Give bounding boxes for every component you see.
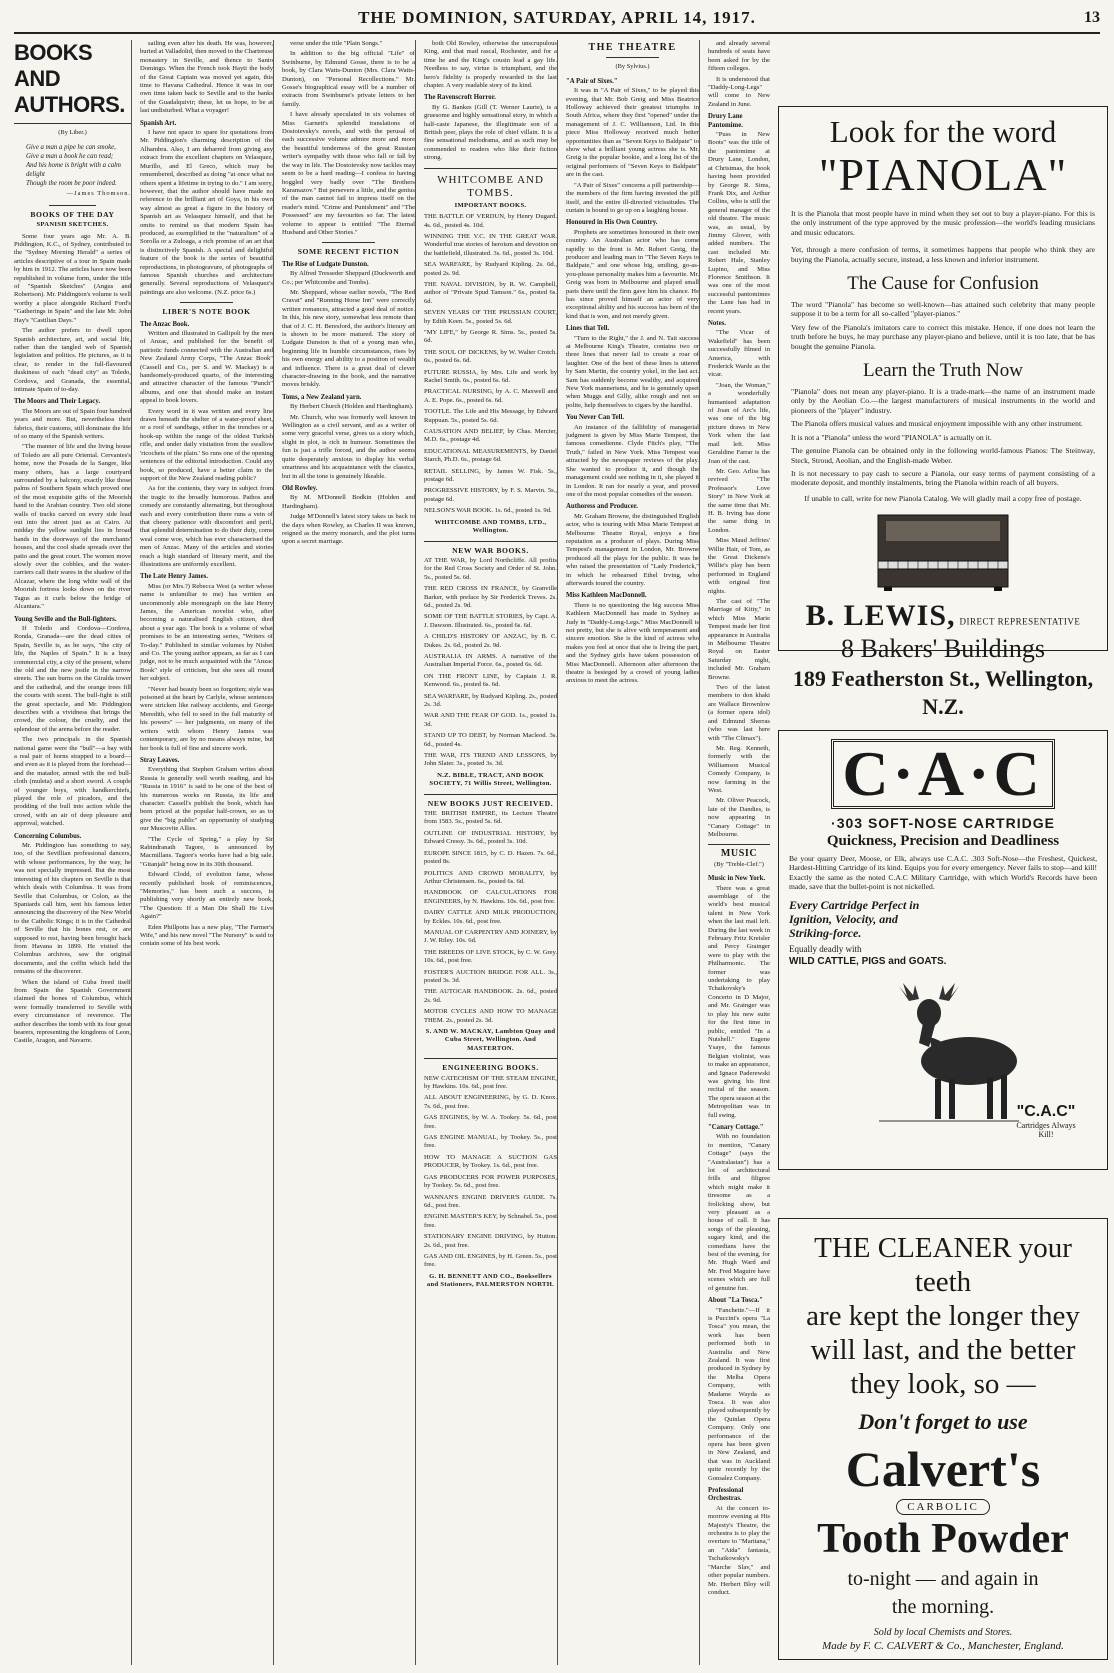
page-number: 13 <box>1084 9 1100 26</box>
cartridge-box-brand: "C.A.C" <box>1016 1103 1076 1120</box>
subheading: "A Pair of Sixes." <box>566 77 618 85</box>
book-list-item: PRACTICAL NURSING, by A. C. Maxwell and A. E. Pope. 6s., posted 6s. 6d. <box>424 388 557 404</box>
article-paragraph: "Fanchette."—If it is Puccini's opera "La Tosca" you mean, the work has been performed both in Australia and New Zealand. It was first produced in Sydney by the Melba Opera Company, with Madame Wayda as Tosca. It was also played subsequently by the Quinlan Opera Company. Only one performance of the opera has been given in New Zealand, and that was in Auckland quite recently by the Gonsalez Company. <box>708 1306 770 1482</box>
pianola-advertisement <box>778 106 1108 720</box>
pianola-facts <box>791 387 1095 488</box>
subheading: Toms, a New Zealand yarn. <box>282 393 362 401</box>
article-paragraph: In addition to the big official "Life" of Swinburne, by Edmund Gosse, there is to be a book, by Clara Watts-Dunton (Mrs. Clara Watts-Dunton), on "Personal Recollections." Mr. Gosse's biographical essay will be a number of extracts from Swinburne's private letters to her family. <box>282 50 415 108</box>
pianola-fact: It is not necessary to pay cash to secure a Pianola, our easy terms of payment consisting of a moderate deposit, and monthly instalments, bring the Pianola within reach of all buyers. <box>791 468 1095 488</box>
poem-author: —James Thomson. <box>66 190 131 198</box>
maker-note: Made by F. C. CALVERT & Co., Manchester, England. <box>822 1640 1064 1652</box>
pianola-fact: The Pianola offers musical values and musical enjoyment impossible with any other instrument. <box>791 419 1083 429</box>
epigraph-poem <box>26 143 131 188</box>
cartridge-tagline: Quickness, Precision and Deadliness <box>826 833 1060 849</box>
article-paragraph: Two of the latest members to don khaki are Wallace Brownlow (a former opera idol) and Edmund Sherras (who was last here with "The Climax"). <box>708 684 770 742</box>
moose-icon <box>879 981 1019 1131</box>
book-list-item: GAS ENGINE MANUAL, by Tookey. 5s., post free. <box>424 1134 557 1150</box>
subheading: The Rise of Ludgate Dunston. <box>282 260 369 268</box>
article-paragraph: "Joan, the Woman," a wonderfully humanised adaptation of Joan of Arc's life, was one of the big picture draws in New York when the last mail left. Miss Geraldine Farrar is the Joan of the cast. <box>708 381 770 465</box>
book-list-item: WAR AND THE FEAR OF GOD. 1s., posted 1s. 3d. <box>424 712 557 728</box>
advertisements-column <box>778 40 1108 1665</box>
section-title: SOME RECENT FICTION <box>297 247 400 257</box>
bookseller-ad-subheading: IMPORTANT BOOKS. <box>454 201 527 209</box>
article-paragraph: Written and illustrated in Gallipoli by the men of Anzac, and published for the benefit of patriotic funds connected with the Australian and New Zealand Army Corps, "The Anzac Book" (Cassell and Co., per S. and W. Mackay) is a handsomely-produced quarto, of the interesting and attractive character of the famous "Punch" albums, and one that should make an instant appeal to book lovers. <box>140 330 273 405</box>
book-list-item: THE BREEDS OF LIVE STOCK, by C. W. Grey. 10s. 6d., post free. <box>424 948 557 965</box>
book-list-item: HANDBOOK OF CALCULATIONS FOR ENGINEERS, by N. Hawkins. 10s. 6d., post free. <box>424 889 557 905</box>
book-list-item: SOME OF THE BATTLE STORIES, by Capt. A. J. Dawson. Illustrated. 6s., posted 6s. 6d. <box>424 613 557 629</box>
book-list-item: THE BRITISH EMPIRE, its Lecture Theatre from 1583. 5s., posted 5s. 6d. <box>424 810 557 826</box>
section-title: BOOKS OF THE DAY <box>30 209 115 219</box>
article-paragraph: Eden Phillpotts has a new play, "The Farmer's Wife," and his new novel "The Nursery" is said to contain some of his best work. <box>140 923 273 948</box>
column-6 <box>708 40 770 1665</box>
subheading: The Moors and Their Legacy. <box>14 398 101 406</box>
books-byline: (By Liber.) <box>58 129 87 136</box>
bookseller-signature: G. H. BENNETT AND CO., Booksellers and Stationers, PALMERSTON NORTH. <box>426 1272 555 1289</box>
book-list-item: SEVEN YEARS OF THE PRUSSIAN COURT, by Edith Keen. 5s., posted 5s. 6d. <box>424 309 557 325</box>
pianola-catalog-offer: If unable to call, write for new Pianola Catalog. We will gladly mail a copy free of postage. <box>804 493 1082 503</box>
poem-line: Give a man a book he can read; <box>26 153 114 161</box>
subheading: You Never Can Tell. <box>566 414 625 422</box>
pianola-paragraph <box>791 300 1095 351</box>
article-paragraph: Mr. Piddington has something to say, too, of the Sevillian professional dancers, with whose performances, by the way, he was not specially impressed. But the most interesting of his chapters on Seville is that which deals with Columbus. It was from Seville that Columbus, or Colon, as the Spaniards call him, sent his famous letter announcing the discovery of the New World to the Catholic Kings; it is in the Cathedral of Seville that his bones rest, or are supposed to rest, having been brought back from Havana in 1899. He visited the Columbus archives, saw the original documents, and the coffin which held the remains of the discoverer. <box>14 842 131 976</box>
subheading: Stray Leaves. <box>140 756 180 764</box>
article-paragraph: By Alfred Tresseder Sheppard (Duckworth and Co.; per Whitcombe and Tombs). <box>282 270 415 286</box>
book-list-item: FUTURE RUSSIA, by Mrs. Life and work by Rachel Smith. 6s., posted 6s. 6d. <box>424 368 557 384</box>
book-list-item: ENGINE MASTER'S KEY, by Schnabel. 5s., post free. <box>424 1213 557 1229</box>
pianola-paragraph: Yet, through a mere confusion of terms, it sometimes happens that people who think they are buying the Pianola, actually secure, instead, a less known and inferior instrument. <box>791 245 1095 264</box>
ad-slogan: Don't forget to use <box>858 1409 1028 1434</box>
book-list-item: ALL ABOUT ENGINEERING, by G. D. Knox. 7s. 6d., post free. <box>424 1094 557 1110</box>
divider <box>14 123 131 124</box>
cac-logo-text: C·A·C <box>831 739 1054 809</box>
cartridge-name: ·303 SOFT-NOSE CARTRIDGE <box>831 815 1055 831</box>
book-list-item: THE NAVAL DIVISION, by R. W. Campbell, author of "Private Spud Tamson." 6s., posted 6s. 6d. <box>424 280 557 305</box>
article-paragraph: "Puss in New Boots" was the title of the pantomime at Drury Lane, London, at Christmas, the book having been provided by George R. Sims, Frank Dix, and Arthur Collins, who is still the general manager of the old theatre. The music was, as usual, by Jimmy Glover, with added numbers. The cast included Mr. Robert Hale, Stanley Lupino, and Miss Florence Smithson. It was one of the most successful pantomimes the Lane has had in recent years. <box>708 131 770 315</box>
divider <box>322 242 375 243</box>
pianola-fact: "Pianola" does not mean any player-piano. It is a trade-mark—the name of an instrument made only by the Aeolian Co.—the largest manufacturers of musical instruments in the world and pioneers of the "player" industry. <box>791 387 1095 415</box>
dealer-address: 8 Bakers' Buildings <box>840 634 1045 664</box>
book-list-item: DAIRY CATTLE AND MILK PRODUCTION, by Eckles. 10s. 6d., post free. <box>424 909 557 925</box>
ad-copy-line: are kept the longer they <box>806 1300 1080 1332</box>
bookseller-signature: N.Z. BIBLE, TRACT, AND BOOK SOCIETY, 71 Willis Street, Wellington. <box>429 771 552 788</box>
cac-cartridge-advertisement <box>778 730 1108 1170</box>
cartridge-description: Be your quarry Deer, Moose, or Elk, always use C.A.C. .303 Soft-Nose—the Freshest, Quickest, Hardest-Hitting Cartridge of its kind. Equips you for every emergency. Never fails to stop—and kill! Exactly the same as the noted C.A.C Military Cartridge, with which World's Records have been made, save that the bullet-point is not nickelled. <box>789 854 1097 892</box>
divider <box>424 1058 557 1059</box>
pianola-headline: Look for the word <box>829 114 1057 149</box>
usage-line: the morning. <box>891 1596 995 1618</box>
article-paragraph: If Toledo and Cordova—Cordova, Ronda, Granada—are the dead cities of Spain, Seville is, as he says, "the city of life, the Naples of Spain." It is a busy commercial city, a city of the present, where the old and the new jostle in the narrow streets. The sun burns on the Giralda tower and the cathedral, and the orange trees fill the courts with scent. The bull-fight is still the great spectacle, and Mr. Piddington describes with a vividness that brings the crowd, the colour, the cruelty, and the splendour of the arena before the reader. <box>14 624 131 733</box>
cartridge-equally: Equally deadly with <box>789 943 862 954</box>
book-list-item: THE AUTOCAR HANDBOOK. 2s. 6d., posted 2s. 9d. <box>424 988 557 1004</box>
cartridge-game: WILD CATTLE, PIGS and GOATS. <box>789 955 947 967</box>
column-1 <box>14 40 132 1665</box>
book-list-item: THE BATTLE OF VERDUN, by Henry Dugard. 4s. 6d., posted 4s. 10d. <box>424 213 557 229</box>
article-paragraph: There was a great assemblage of the world's best musical talent in New York when the last mail left. During the last week in February Fritz Kreisler and Percy Grainger were to play with the Philharmonic. The former was undertaking to play Tchaikovsky's Concerto in D Major, and Mr. Grainger was to play his new suite for the first time in public, entitled "In a Nutshell." Eugene Ysaye, the famous Belgian violinist, was to make an appearance, and Ignace Paderewski was giving his first recital of the season. The opera season at the Metropolitan was in full swing. <box>708 884 770 1119</box>
subheading: Notes. <box>708 320 726 327</box>
article-paragraph: and already several hundreds of seats have been asked for by the fifteen colleges. <box>708 40 770 73</box>
book-list-item: PROGRESSIVE HISTORY, by F. S. Marvin. 5s., postage 6d. <box>424 487 557 503</box>
article-paragraph: "The Cycle of Spring," a play by Sir Rabindranath Tagore, is announced by Macmillans. Tagore's works have had a big sale. "Gitanjali" being now in its 30th thousand. <box>140 835 273 868</box>
article-paragraph: By M. M'Donnell Bodkin (Holden and Hardingham). <box>282 494 415 510</box>
article-paragraph: Mr. Sheppard, whose earlier novels, "The Red Cravat" and "Running Horse Inn" were correctly written romances, attracted a good deal of notice. In this, his new story, somewhat less remote than that of J. C. H. Beresford, the author's literary art is shown to be more matured. The story of Ludgate Dunston is that of a young man who, beginning life in humble circumstances, rises by his own energy and ability to a position of wealth and influence. There is a great deal of clever character-drawing in the book, and the narrative moves briskly. <box>282 288 415 389</box>
cac-logo <box>789 739 1097 809</box>
ad-copy-line: will last, and the better <box>810 1334 1076 1366</box>
subheading: Honoured in His Own Country. <box>566 219 658 227</box>
theatre-byline: (By Sylvius.) <box>615 63 650 71</box>
subheading: Old Rowley. <box>282 484 318 492</box>
article-paragraph: "Never had beauty been so forgotten; style was poisoned at the heart by Carlyle, whose sentences were stricken like railway accidents, and George Meredith, who fell to seed in the full maturity of his powers" — her judgments, on many of the writers with whom Henry James was contemporary, are by no means always mine, but her book is full of fine and sincere work. <box>140 685 273 752</box>
subheading: "Canary Cottage." <box>708 1123 764 1131</box>
column-2 <box>140 40 274 1665</box>
article-paragraph: I have already speculated in six volumes of Miss Garnett's splendid translations of Dostoievsky's novels, and with the perusal of each successive volume admire more and more the beautiful tenderness of the great Russian writer's sympathy with those who fall or fall by the way in life. The Dostoievsky now tackles may seem to be a hard reading—I confess to having boggled very badly over "The Brothers Karamazov." But persevere a little, and the genius of the man cannot fail to impress itself on the reader's mind. "Crime and Punishment" and "The Possessed" are my favourites so far. The latest volume to appear is entitled "The Eternal Husband and Other Stories." <box>282 111 415 236</box>
article-paragraph: The Moors are out of Spain four hundred years and more. But, nevertheless their fabrics, their customs, still dominate the life of so many of the Spanish writers. <box>14 407 131 440</box>
subheading: Young Seville and the Bull-fighters. <box>14 615 117 623</box>
dealer-name: B. LEWIS, <box>805 599 956 633</box>
book-list <box>424 213 557 516</box>
usage-line: to-night — and again in <box>847 1568 1039 1590</box>
ad-copy-line: THE CLEANER your teeth <box>814 1232 1072 1298</box>
bookseller-ad-heading: ENGINEERING BOOKS. <box>442 1063 539 1073</box>
book-list-item: WINNING THE V.C. IN THE GREAT WAR. Wonderful true stories of heroism and devotion on the battlefield, illustrated. 3s. 6d., posted 3s. 10d. <box>424 232 557 257</box>
article-paragraph: verse under the title "Plain Songs." <box>290 40 383 47</box>
divider <box>49 205 96 206</box>
article-paragraph: sailing even after his death. He was, however, buried at Valladolid, then moved to the Chartreuse monastery in Seville, and thence to Santo Domingo. When the French took Hayti the body of the Great Captain was moved yet again, this time to Havana Cathedral. Hence it was in our own time taken back to Seville and to the banks of the Guadalquivir; these, let us hope, to be at last undisturbed. What a voyager! <box>140 40 273 115</box>
subheading: Professional Orchestras. <box>708 1487 744 1503</box>
book-list-item: AUSTRALIA IN ARMS. A narrative of the Australian Imperial Force. 6s., posted 6s. 6d. <box>424 652 557 669</box>
book-list-item: GAS PRODUCERS FOR POWER PURPOSES, by Tookey. 5s. 6d., post free. <box>424 1173 557 1190</box>
article-paragraph: "Turn to the Right," the J. and N. Tait success at Melbourne King's Theatre, contains two or three lines that never fail to create a roar of laughter. One of the best of these lines is uttered by Sam Martin, the country yokel, in the last act. Sam has suddenly become wealthy, and acquired New York mannerisms, and he is genuinely upset when Muggs and Gilly, alike rough and not so polite, help themselves to cigars by the handful. <box>566 334 699 409</box>
article-paragraph: There is no questioning the big success Miss Kathleen MacDonnell has made in Sydney as Judy in "Daddy-Long-Legs." Miss MacDonnell is not pretty, but she is alive with temperament and sincere emotion. She is the kind of actress who makes you feel at once that she is living the part, and the Sydney girls have taken possession of Miss MacDonnell. Afternoon after afternoon the theatre is besieged by a crowd of young ladies anxious to meet the actress. <box>566 601 699 685</box>
book-list-item: GAS AND OIL ENGINES, by H. Green. 5s., post free. <box>424 1252 557 1269</box>
column-5 <box>566 40 700 1665</box>
book-list-item: THE WAR, ITS TREND AND LESSONS, by John Slater. 3s., posted 3s. 3d. <box>424 752 557 768</box>
book-list-item: ON THE FRONT LINE, by Captain J. R. Kenwood. 6s., posted 6s. 6d. <box>424 672 557 689</box>
pianola-paragraph-text: The word "Pianola" has become so well-known—has attained such celebrity that many people suppose it to be a term for all so-called "player-pianos." <box>791 300 1095 319</box>
poem-line: And his home is bright with a calm delight <box>26 162 121 179</box>
article-paragraph: Prophets are sometimes honoured in their own country. An Australian actor who has come rapidly to the front is Mr. Robert Greig, the producer and leading man in "The Seven Keys to Baldpate," and one whose big, smiling, go-as-you-please personality makes him a favourite. Mr. Greig was born in Melbourne and played small parts there until the firm gave him his chance. He has since proved himself an actor of very exceptional ability and his success has been of the kind that is won, and not merely given. <box>566 228 699 320</box>
book-list-item: CAUSATION AND BELIEF, by Chas. Mercier, M.D. 6s., postage 4d. <box>424 428 557 444</box>
bookseller-signature: S. AND W. MACKAY, Lambton Quay and Cuba Street, Wellington. And MASTERTON. <box>425 1028 556 1052</box>
article-paragraph: Mr. Graham Browne, the distinguished English actor, who is touring with Miss Marie Tempest at Melbourne Theatre Royal, enjoys a fine reputation as a producer of plays. During Miss Tempest's management in London, Mr. Browne produced all the plays for the public. It was he who raised the presentation of "Lady Frederick," in which he rehearsed Ethel Irving, who afterwards toured the country. <box>566 512 699 587</box>
article-paragraph: As for the contents, they vary in subject from the tragic to the broadly humorous. Pathos and comedy are constantly alternating, but throughout each and every contribution there runs a vein of that cheery patience with discomfort and peril, that splendid determination to do their duty, come weal come woe, which has ever characterised the men of Anzac. Many of the articles and stories reach a high standard of literary merit, and the illustrations are uniformly excellent. <box>140 485 273 568</box>
cartridge-claim: Every Cartridge Perfect in Ignition, Velocity, and Striking-force. <box>789 897 920 940</box>
piano-illustration-icon <box>868 511 1018 591</box>
book-list-item: RETAIL SELLING, by James W. Fisk. 5s., postage 6d. <box>424 467 557 484</box>
divider <box>424 794 557 795</box>
pianola-fact: The genuine Pianola can be obtained only in the following world-famous Pianos: The Steinway, Steck, Stroud, Aeolian, and the English-made Weber. <box>791 446 1095 465</box>
subheading: Lines that Tell. <box>566 325 610 333</box>
article-paragraph: Everything that Stephen Graham writes about Russia is generally well worth reading, and his "Russia in 1916" is said to be one of the best of his numerous works on Russia, its life and character. Cassell's publish the book, which has been priced at the popular half-crown, so as to give the "big public" an opportunity of studying our Muscovite Allies. <box>140 766 273 833</box>
article-paragraph: Mr. Oliver Peacock, late of the Dandies, is now appearing in "Canary Cottage" in Melbourne. <box>708 797 770 838</box>
pianola-subheading: The Cause for Confusion <box>847 273 1039 295</box>
book-list-item: A CHILD'S HISTORY OF ANZAC, by B. C. Dukes. 2s. 6d., posted 2s. 9d. <box>424 633 557 649</box>
stockist-note: Sold by local Chemists and Stores. <box>873 1627 1013 1638</box>
divider <box>424 168 557 169</box>
article-paragraph: "The manner of life and the living house of Toledo are all pure Oriental. Cervantes's home, now the Posada de la Sangre, like many others, has a large courtyard surrounded by a balcony, exactly like those palms of Southern Spain which proved one of the most exquisite gifts of the Moorish hand to the Arabian country. Two old stone walls of tracks carved on every side lead out into the street just as at Cairo. At midday the yellow sunlight lies in broad bands in the doorways of the merchants' houses, and the cool shade spreads over the patio and the great court. The women move slowly over the cobbles, and the water-carriers call their wares in the shadow of the Alcazar, where the long white wall of the Moorish fortress looks down on the river Tagus as it curls below the bridge of Alcantara." <box>14 443 131 611</box>
carbolic-label: CARBOLIC <box>896 1499 990 1515</box>
book-list-item: POLITICS AND CROWD MORALITY, by Arthur Christensen. 6s., posted 6s. 6d. <box>424 869 557 885</box>
article-paragraph: Mr. Geo. Arliss has revived "The Professor's Love Story" in New York at the same time that Mr. H. B. Irving has done the same thing in London. <box>708 467 770 534</box>
article-paragraph: The author prefers to dwell upon Spanish architecture, art, and social life, rather than the tangled web of Spanish legislation and politics. He pictures, as it is clear, to render in the full-flavoured duskiness of each "dead city" as Toledo, Cordova, and Granada, the essential, intimate Spain of to-day. <box>14 327 131 393</box>
calverts-tooth-powder-advertisement <box>778 1218 1108 1660</box>
article-paragraph: Some four years ago Mr. A. B. Piddington, K.C., of Sydney, contributed to the "Sydney Morning Herald" a series of articles descriptive of a tour in Spain made by him in 1912. The articles have now been republished in volume form, under the title of "Spanish Sketches" (Angus and Robertson). Mr. Piddington's volume is well worthy a place alongside Richard Ford's "Gatherings in Spain" and the late Mr. John Hay's "Castilian Days." <box>14 232 131 324</box>
bookseller-signature: WHITCOMBE AND TOMBS, LTD., Wellington. <box>434 518 547 535</box>
dealer-role: DIRECT REPRESENTATIVE <box>959 616 1081 627</box>
book-list-item: EDUCATIONAL MEASUREMENTS, by Daniel Starch, Ph.D. 6s., postage 6d. <box>424 447 557 464</box>
book-list-item: MOTOR CYCLES AND HOW TO MANAGE THEM. 2s., posted 2s. 3d. <box>424 1008 557 1024</box>
article-paragraph: Mr. Reg. Kenneth, formerly with the Williamson Musical Comedy Company, is now farming in the West. <box>708 744 770 794</box>
ad-copy-line: they look, so — <box>850 1368 1036 1400</box>
dealer-address: 189 Featherston St., Wellington, N.Z. <box>792 666 1094 720</box>
book-list-item: THE SOUL OF DICKENS, by W. Walter Crotch. 6s., posted 6s. 6d. <box>424 348 557 365</box>
divider <box>180 302 233 303</box>
article-paragraph: The two principals in the Spanish national game were the "bull"—a bay with a real pair of horns strapped to a board—and even as it is played from the forehead—and the matador, armed with the red bull-cloth (muleta) and a short sword. A couple of younger boys, with handkerchiefs, played the role of picadors, and the prodding of the bull into action while the crowd, with an air of deep pleasure and approval, watched. <box>14 736 131 828</box>
pianola-fact: It is not a "Pianola" unless the word "PIANOLA" is actually on it. <box>791 432 992 442</box>
article-paragraph: "The Vicar of Wakefield" has been successfully filmed in America, with Frederick Warde as the vicar. <box>708 329 770 379</box>
dealer-block <box>791 599 1095 721</box>
article-paragraph: The cast of "The Marriage of Kitty," in which Miss Marie Tempest made her first appearance in Australia in Melbourne Theatre Royal on Easter Saturday night, included Mr. Graham Browne. <box>708 598 770 681</box>
subheading: Miss Kathleen MacDonnell. <box>566 592 647 600</box>
article-paragraph: An instance of the fallibility of managerial judgment is given by Miss Marie Tempest, the famous comedienne. Clyde Fitch's play, "The Truth," failed in New York. Miss Tempest was attracted by the newspaper reviews of the play. She wanted to produce it, and though the management could see nothing in it, she played it in London. It ran for nearly a year, and proved one of the most popular comedies of the season. <box>566 423 699 498</box>
book-list-item: NEW CATECHISM OF THE STEAM ENGINE, by Hawkins. 10s. 6d., post free. <box>424 1074 557 1091</box>
poem-line: Give a man a pipe he can smoke, <box>26 144 116 152</box>
book-list-item: AT THE WAR, by Lord Northcliffe. All profits for the Red Cross Society and Order of St. John. 5s., posted 5s. 6d. <box>424 556 557 581</box>
pianola-subheading: Learn the Truth Now <box>863 360 1023 382</box>
article-paragraph: both Old Rowley, otherwise the unscrupulous King, and that mad rascal, Rochester, and for a time he and the King's cousin lead a gay life. Needless to say, virtue is triumphant, and the hero's fidelity is properly rewarded in the last chapter. A very readable story of its kind. <box>424 40 557 90</box>
pianola-intro: It is the Pianola that most people have in mind when they set out to buy a player-piano. For this is the only instrument of the type approved by the music profession—the world's leading musicians and music educators. <box>791 209 1095 237</box>
article-paragraph: By G. Bankes (Gill (T. Werner Laurie), is a gruesome and highly sensational story, in which a half-caste Japanese, the illegitimate son of a British peer, plays the role of chief villain. It is a fine sensational melodrama, and as such may be commended to readers who like their fiction strong. <box>424 103 557 162</box>
book-list-item: FOSTER'S AUCTION BRIDGE FOR ALL. 3s., posted 3s. 3d. <box>424 968 557 984</box>
book-list-item: HOW TO MANAGE A SUCTION GAS PRODUCER, by Tookey. 1s. 6d., post free. <box>424 1153 557 1170</box>
subheading: The Anzac Book. <box>140 320 190 328</box>
book-list-item: MANUAL OF CARPENTRY AND JOINERY, by J. W. Riley. 10s. 6d. <box>424 928 557 945</box>
column-3 <box>282 40 416 1665</box>
article-paragraph: With no foundation to mention, "Canary Cottage" (says the "Australasian") has a lot of architectural frills and filigree which might make it tiresome as a frolicking show, but very pleasant as a house of call. It has songs of the pleasing, sugary kind, and the comedians have the best of the evening, for Mr. Hugh Ward and Mr. Fred Maguire have scenes which are full of genuine fun. <box>708 1133 770 1292</box>
section-title: LIBER'S NOTE BOOK <box>162 307 251 317</box>
masthead <box>14 8 1100 34</box>
masthead-title: THE DOMINION, SATURDAY, APRIL 14, 1917. <box>358 8 756 27</box>
calverts-brand: Calvert's <box>845 1441 1041 1497</box>
subheading: Spanish Art. <box>140 119 177 127</box>
book-list-item: NELSON'S WAR BOOK. 1s. 6d., posted 1s. 9d. <box>424 507 552 515</box>
article-paragraph: Mr. Church, who was formerly well known in Wellington as a civil servant, and as a writer of some very graceful verse, gives us a story which, slight in plot, is rich in humour. Sometimes the fun is just a trifle forced, and the author seems quite desperately anxious to display his verbal smartness and his acquaintance with the classics, but in all the tone is genuinely likeable. <box>282 413 415 480</box>
cartridge-box-text: Cartridges Always Kill! <box>1016 1121 1076 1139</box>
books-heading: BOOKS AND AUTHORS. <box>14 40 125 117</box>
book-list-item: SEA WARFARE, by Rudyard Kipling. 2s., posted 2s. 3d. <box>424 692 557 708</box>
cartridge-box <box>1011 1103 1081 1139</box>
subheading: About "La Tosca." <box>708 1297 763 1305</box>
product-name: Tooth Powder <box>817 1516 1069 1562</box>
article-paragraph: "A Pair of Sixes" concerns a pill partnership—the members of the firm having invested the pill itself, and the entire ill-directed vicissitudes. The curtain is bound to go up on a laughing house. <box>566 181 699 214</box>
book-list-item: STATIONARY ENGINE DRIVING, by Hutton. 2s. 6d., post free. <box>424 1233 557 1249</box>
article-paragraph: I have not space to spare for quotations from Mr. Piddington's charming description of the Alhambra. Also, I am debarred from giving any extract from the excellent chapters on Velasquez, Murillo, and El Greco, which may be remembered, described as doing "at once what no others spent a lifetime in trying to do." I am sorry, however, that the author should have made no reference to the brilliant art of Goya, in his own way almost as great a figure in the history of Spanish art as Velasquez himself, and that he omits to remind us that modern Spain has produced, as exemplified in the "naturalism" of a Sorolla or a Zuloaga, a rich promise of an art that is distinctively Spanish. A special and delightful feature of the book is the series of beautiful reproductions, in photogravure, of photographs of famous Spanish churches and architecture generally. Several reproductions of Velasquez's paintings are also welcome. (N.Z. price 6s.) <box>140 129 273 296</box>
article-paragraph: By Herbert Church (Holden and Hardingham). <box>290 403 414 411</box>
book-list-item: "MY LIFE," by George R. Sims. 5s., posted 5s. 6d. <box>424 328 557 345</box>
poem-line: Though the room be poor indeed. <box>26 180 117 188</box>
article-paragraph: Judge M'Donnell's latest story takes us back to the days when Rowley, as Charles II was known, reigned as the merry monarch, and the plot turns upon a secret marriage. <box>282 513 415 546</box>
column-4 <box>424 40 558 1665</box>
book-list-item: TOOTLE. The Life and His Message, by Edward Ruppuan. 5s., posted 5s. 6d. <box>424 408 557 424</box>
pianola-brand: "PIANOLA" <box>818 149 1068 200</box>
book-list-item: STAND UP TO DEBT, by Norman Macleod. 3s. 6d., posted 4s. <box>424 732 557 748</box>
article-paragraph: At the concert to-morrow evening at His Majesty's Theatre, the orchestra is to play the overture to "Maritana," an "Aida" fantasia, Tschaikowsky's "Marche Slav," and other popular numbers. Mr. Herbert Bloy will conduct. <box>708 1504 770 1596</box>
theatre-heading: THE THEATRE <box>588 42 677 53</box>
divider <box>424 541 557 542</box>
article-paragraph: Miss (or Mrs.?) Rebecca West (a writer whose name is unfamiliar to me) has written an uncommonly able monograph on the late Henry James, the American novelist who, after becoming a naturalised English citizen, died about a year ago. The book is a volume of what promises to be an interesting series, "Writers of To-day." Published in similar volumes by Nisbet and Co. The young author appears, as far as I can judge, not to be much acquainted with the "Anzac Book" style of criticism, but she sees all round her subject. <box>140 582 273 683</box>
bookseller-ad-heading: NEW BOOKS JUST RECEIVED. <box>427 798 554 808</box>
music-heading: MUSIC <box>720 848 758 860</box>
book-list-item: THE RED CROSS IN FRANCE, by Granville Barker, with preface by Sir Frederick Treves. 2s. 6d., posted 2s. 9d. <box>424 585 557 609</box>
article-title: SPANISH SKETCHES. <box>36 221 109 229</box>
subheading: The Late Henry James. <box>140 573 208 581</box>
article-paragraph: When the island of Cuba freed itself from Spain the Spanish Government claimed the bones of Columbus, which were formally transferred to Seville with every circumstance of reverence. The author describes the tomb with its four great bearers, representing the kingdoms of Leon, Castile, Aragon, and Navarre. <box>14 978 131 1045</box>
article-paragraph: It was in "A Pair of Sixes," to be played this evening, that Mr. Bob Greig and Miss Beatrice Holloway achieved their greatest triumphs in South Africa, where they first "opened" under the management of J. C. Williamson, Ltd. In this piece Miss Holloway received much better opportunities than as "Seven Keys to Baldpate" to show what a brilliant young actress she is. Mr. Greig is the popular bookie, and a long list of the original performers of "Seven Keys to Baldpate" are in the cast. <box>566 87 699 179</box>
pianola-paragraph-text: Very few of the Pianola's imitators care to correct this mistake. Hence, if one does not learn the truth before he buys, he may purchase any player-piano and believe, until it is too late, that he has bought the genuine Pianola. <box>791 322 1095 351</box>
book-list-item: GAS ENGINES, by W. A. Tookey. 5s. 6d., post free. <box>424 1114 557 1130</box>
book-list-item: SEA WARFARE, by Rudyard Kipling. 2s. 6d., posted 2s. 9d. <box>424 261 557 277</box>
article-paragraph: Edward Clodd, of evolution fame, whose recently published book of reminiscences, "Memories," has been such a success, is publishing very shortly an entirely new book, "The Question: If a Man Die Shall He Live Again?" <box>140 871 273 921</box>
article-paragraph: Miss Maud Jeffries' Willie Hair, of Tom, as the Great Dickens's Willie's play has been performed in England with original first nights. <box>708 537 770 595</box>
divider <box>606 57 659 58</box>
subheading: Drury Lane Pantomime. <box>708 113 743 129</box>
subheading: The Ravenscroft Horror. <box>424 94 496 102</box>
subheading: Authoress and Producer. <box>566 503 638 511</box>
book-list-item: EUROPE SINCE 1815, by C. D. Hazen. 7s. 6d., posted 8s. <box>424 849 557 866</box>
divider <box>708 844 770 845</box>
bookseller-ad-heading: NEW WAR BOOKS. <box>452 545 529 555</box>
subheading: Concerning Columbus. <box>14 832 82 840</box>
book-list-item: WANNAN'S ENGINE DRIVER'S GUIDE. 7s. 6d., post free. <box>424 1193 557 1209</box>
book-list-item: OUTLINE OF INDUSTRIAL HISTORY, by Edward Cressy. 3s. 6d., posted 3s. 10d. <box>424 829 557 846</box>
music-byline: (By "Treble-Clef.") <box>714 860 764 868</box>
bookseller-ad-heading: WHITCOMBE AND TOMBS. <box>437 173 544 199</box>
subheading: Music in New York. <box>708 875 766 883</box>
article-paragraph: It is understood that "Daddy-Long-Legs" will come to New Zealand in June. <box>708 75 770 108</box>
article-paragraph: Every word in it was written and every line drawn beneath the shelter of a water-proof sheet, or a roof of sandbags, either in the trenches or a hook-up within the range of the oldest Turkish rifle, and under daily visitation from the swallow 'ricochets of the plain.' So runs one of the opening sentences of the editorial introduction. Could any book, so produced, have a better claim to the support of the New Zealand reading public? <box>140 407 273 482</box>
